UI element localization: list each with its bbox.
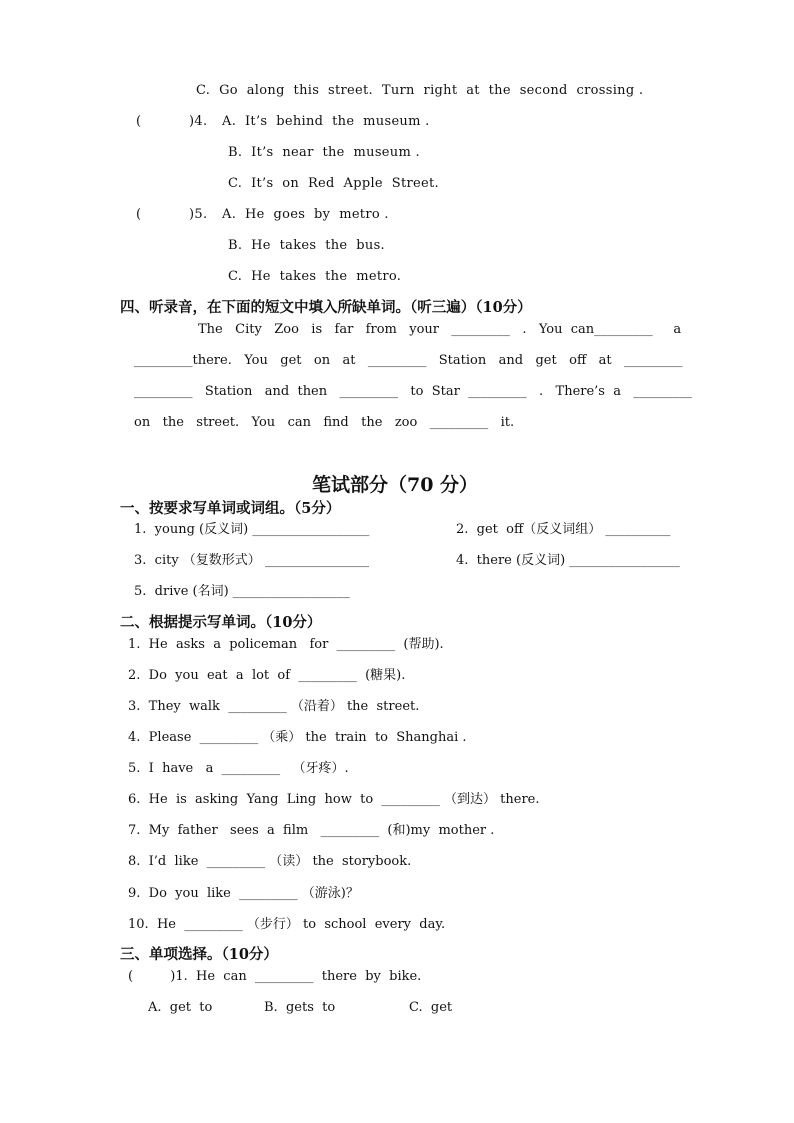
s1-item-3: 3. city （复数形式） ________________ <box>134 553 369 568</box>
s2-item-1: 1. He asks a policeman for _________ (帮助). <box>128 637 444 652</box>
s1-item-1: 1. young (反义词) __________________ <box>134 522 370 537</box>
q3-option-c: C. Go along this street. Turn right at the second crossing . <box>196 83 644 98</box>
q4-option-b: B. It’s near the museum . <box>228 145 420 160</box>
passage-line-1: The City Zoo is far from your _________ . You can_________ a <box>198 322 682 337</box>
s2-item-4: 4. Please _________ （乘） the train to Shanghai . <box>128 730 467 745</box>
s3-q1-option-c: C. get <box>409 1000 453 1015</box>
q4-answer-paren[interactable]: ( <box>136 114 142 129</box>
s2-item-3: 3. They walk _________ （沿着） the street. <box>128 699 420 714</box>
s2-item-2: 2. Do you eat a lot of _________ (糖果). <box>128 668 406 683</box>
written-part-title: 笔试部分（70 分） <box>312 474 479 496</box>
s1-item-5: 5. drive (名词) __________________ <box>134 584 350 599</box>
s2-item-8: 8. I’d like _________ （读） the storybook. <box>128 854 412 869</box>
s2-item-6: 6. He is asking Yang Ling how to _________ （到达） there. <box>128 792 540 807</box>
s2-item-5: 5. I have a _________ （牙疼）. <box>128 761 349 776</box>
s2-item-7: 7. My father sees a film _________ (和)my mother . <box>128 823 495 838</box>
q4-option-a: A. It’s behind the museum . <box>222 114 430 129</box>
section3-heading: 三、单项选择。（10分） <box>120 946 278 963</box>
s1-item-2: 2. get off（反义词组） __________ <box>456 522 671 537</box>
q5-option-b: B. He takes the bus. <box>228 238 385 253</box>
q5-option-c: C. He takes the metro. <box>228 269 402 284</box>
q5-answer-paren[interactable]: ( <box>136 207 142 222</box>
s2-item-9: 9. Do you like _________ （游泳)？ <box>128 886 359 901</box>
section1-heading: 一、按要求写单词或词组。（5分） <box>120 500 341 517</box>
passage-line-4: on the street. You can find the zoo _________ it. <box>134 415 515 430</box>
s3-question-1: ( )1. He can _________ there by bike. <box>128 969 422 984</box>
section4-heading: 四、听录音，在下面的短文中填入所缺单词。（听三遍）（10分） <box>120 299 532 316</box>
q4-option-c: C. It’s on Red Apple Street. <box>228 176 439 191</box>
q4-number: )4. <box>189 114 208 129</box>
q5-number: )5. <box>189 207 208 222</box>
passage-line-2: _________there. You get on at _________ Station and get off at _________ <box>134 353 683 368</box>
s3-q1-option-a: A. get to <box>148 1000 213 1015</box>
passage-line-3: _________ Station and then _________ to Star _________ . There’s a _________ <box>134 384 692 399</box>
s3-q1-option-b: B. gets to <box>264 1000 336 1015</box>
s1-item-4: 4. there (反义词) _________________ <box>456 553 680 568</box>
s2-item-10: 10. He _________ （步行） to school every day. <box>128 917 446 932</box>
q5-option-a: A. He goes by metro . <box>222 207 389 222</box>
section2-heading: 二、根据提示写单词。（10分） <box>120 614 322 631</box>
